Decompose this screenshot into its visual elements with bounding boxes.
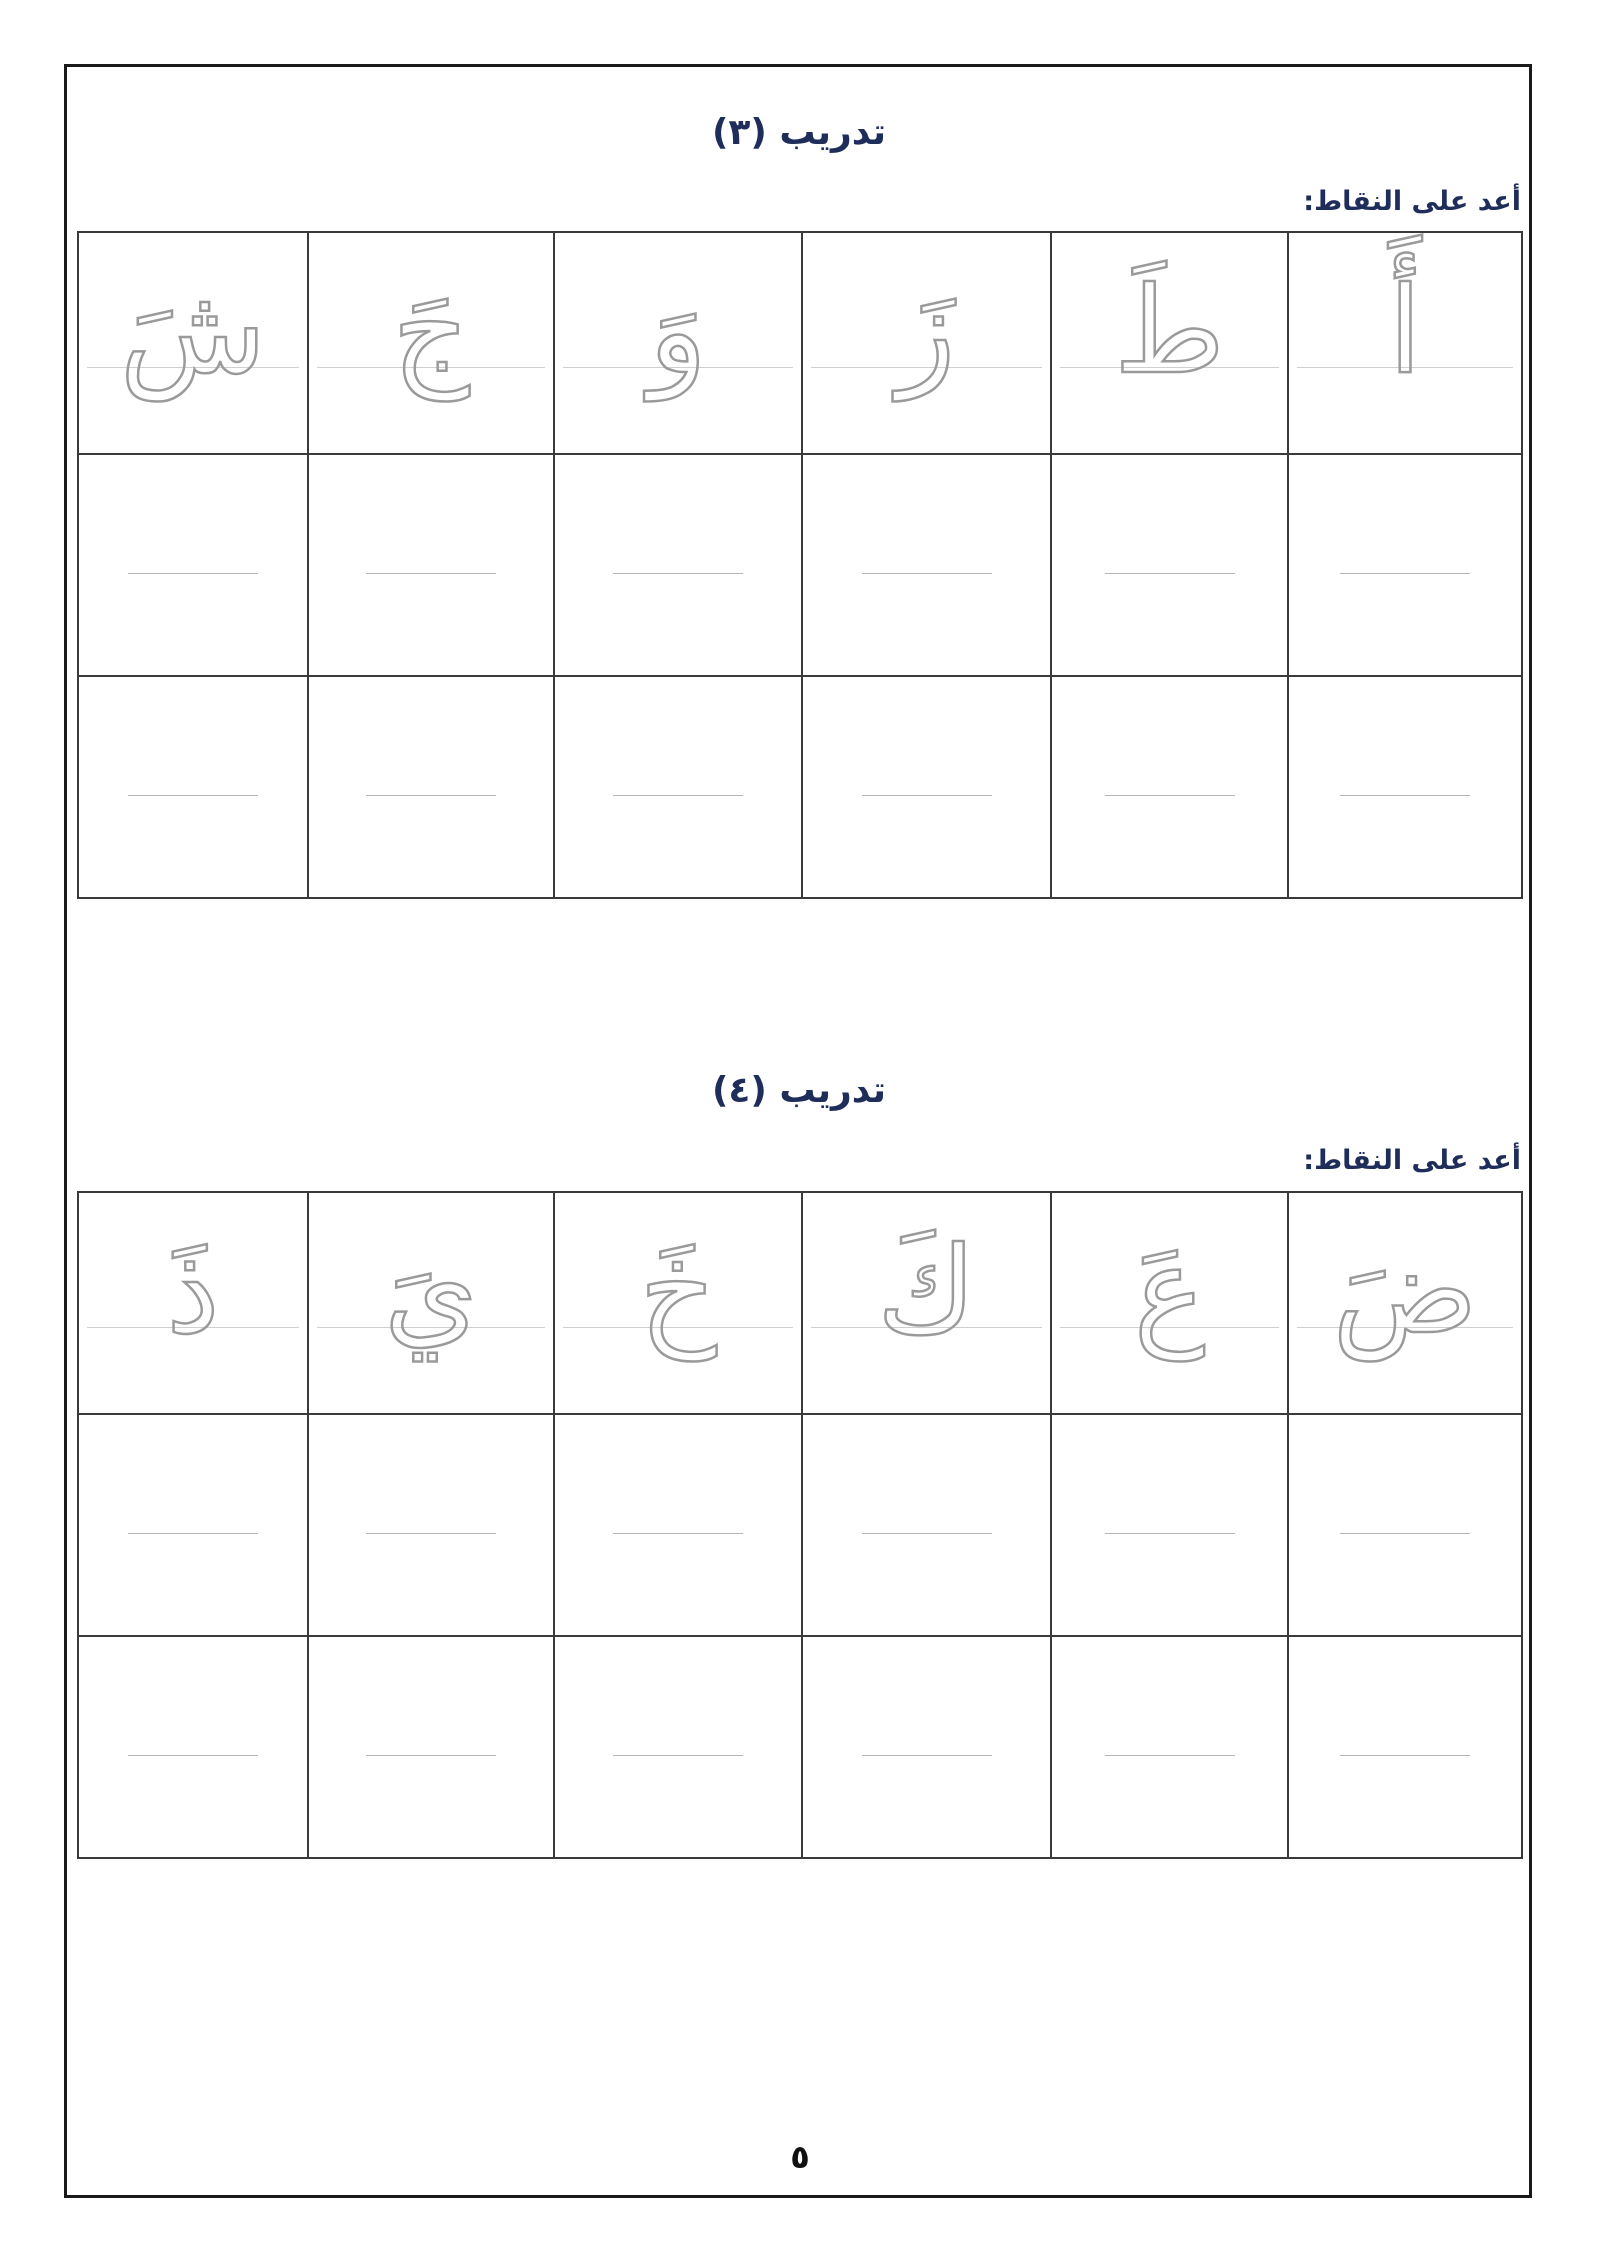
writing-cell[interactable]	[78, 454, 308, 676]
writing-cell[interactable]	[554, 1414, 802, 1636]
trace-cell	[1288, 232, 1522, 454]
dotted-letter: يَ	[384, 1222, 478, 1361]
writing-cell[interactable]	[802, 1414, 1051, 1636]
writing-cell[interactable]	[802, 676, 1051, 898]
trace-cell	[1288, 1192, 1522, 1414]
writing-cell[interactable]	[308, 1636, 554, 1858]
dotted-letter: كَ	[877, 1222, 976, 1361]
trace-cell	[308, 1192, 554, 1414]
trace-cell	[554, 1192, 802, 1414]
dotted-letter: عَ	[1133, 1222, 1206, 1361]
writing-cell[interactable]	[78, 1636, 308, 1858]
trace-cell	[78, 232, 308, 454]
trace-row	[78, 1192, 1522, 1414]
trace-cell	[554, 232, 802, 454]
writing-cell[interactable]	[802, 454, 1051, 676]
dotted-letter: ذَ	[166, 1222, 220, 1361]
writing-cell[interactable]	[554, 1636, 802, 1858]
trace-row	[78, 232, 1522, 454]
dotted-letter: طَ	[1114, 262, 1225, 401]
dotted-letter: شَ	[119, 262, 267, 401]
writing-cell[interactable]	[308, 676, 554, 898]
writing-cell[interactable]	[308, 1414, 554, 1636]
writing-row	[78, 1414, 1522, 1636]
trace-cell	[78, 1192, 308, 1414]
page-number: ٥	[790, 2138, 810, 2176]
trace-cell	[802, 232, 1051, 454]
writing-row	[78, 454, 1522, 676]
writing-cell[interactable]	[1288, 454, 1522, 676]
instruction-text: أعد على النقاط:	[1303, 1145, 1521, 1176]
dotted-letter: ضَ	[1332, 1222, 1478, 1361]
exercise-title: تدريب (٤)	[711, 1070, 887, 1111]
writing-cell[interactable]	[1051, 1636, 1288, 1858]
dotted-letter: جَ	[392, 262, 470, 401]
writing-cell[interactable]	[802, 1636, 1051, 1858]
writing-cell[interactable]	[554, 676, 802, 898]
writing-row	[78, 676, 1522, 898]
trace-cell	[308, 232, 554, 454]
exercise-title: تدريب (٣)	[711, 112, 887, 153]
trace-cell	[802, 1192, 1051, 1414]
writing-cell[interactable]	[78, 1414, 308, 1636]
writing-row	[78, 1636, 1522, 1858]
writing-cell[interactable]	[1051, 454, 1288, 676]
trace-cell	[1051, 1192, 1288, 1414]
dotted-letter: زَ	[897, 262, 956, 401]
dotted-letter: خَ	[639, 1222, 717, 1361]
writing-cell[interactable]	[1288, 676, 1522, 898]
tracing-grid	[77, 231, 1523, 899]
writing-cell[interactable]	[554, 454, 802, 676]
writing-cell[interactable]	[308, 454, 554, 676]
dotted-letter: أَ	[1388, 262, 1422, 401]
writing-cell[interactable]	[1288, 1414, 1522, 1636]
dotted-letter: وَ	[649, 262, 707, 401]
writing-cell[interactable]	[1051, 1414, 1288, 1636]
trace-cell	[1051, 232, 1288, 454]
writing-cell[interactable]	[1288, 1636, 1522, 1858]
instruction-text: أعد على النقاط:	[1303, 186, 1521, 217]
writing-cell[interactable]	[78, 676, 308, 898]
writing-cell[interactable]	[1051, 676, 1288, 898]
tracing-grid	[77, 1191, 1523, 1859]
